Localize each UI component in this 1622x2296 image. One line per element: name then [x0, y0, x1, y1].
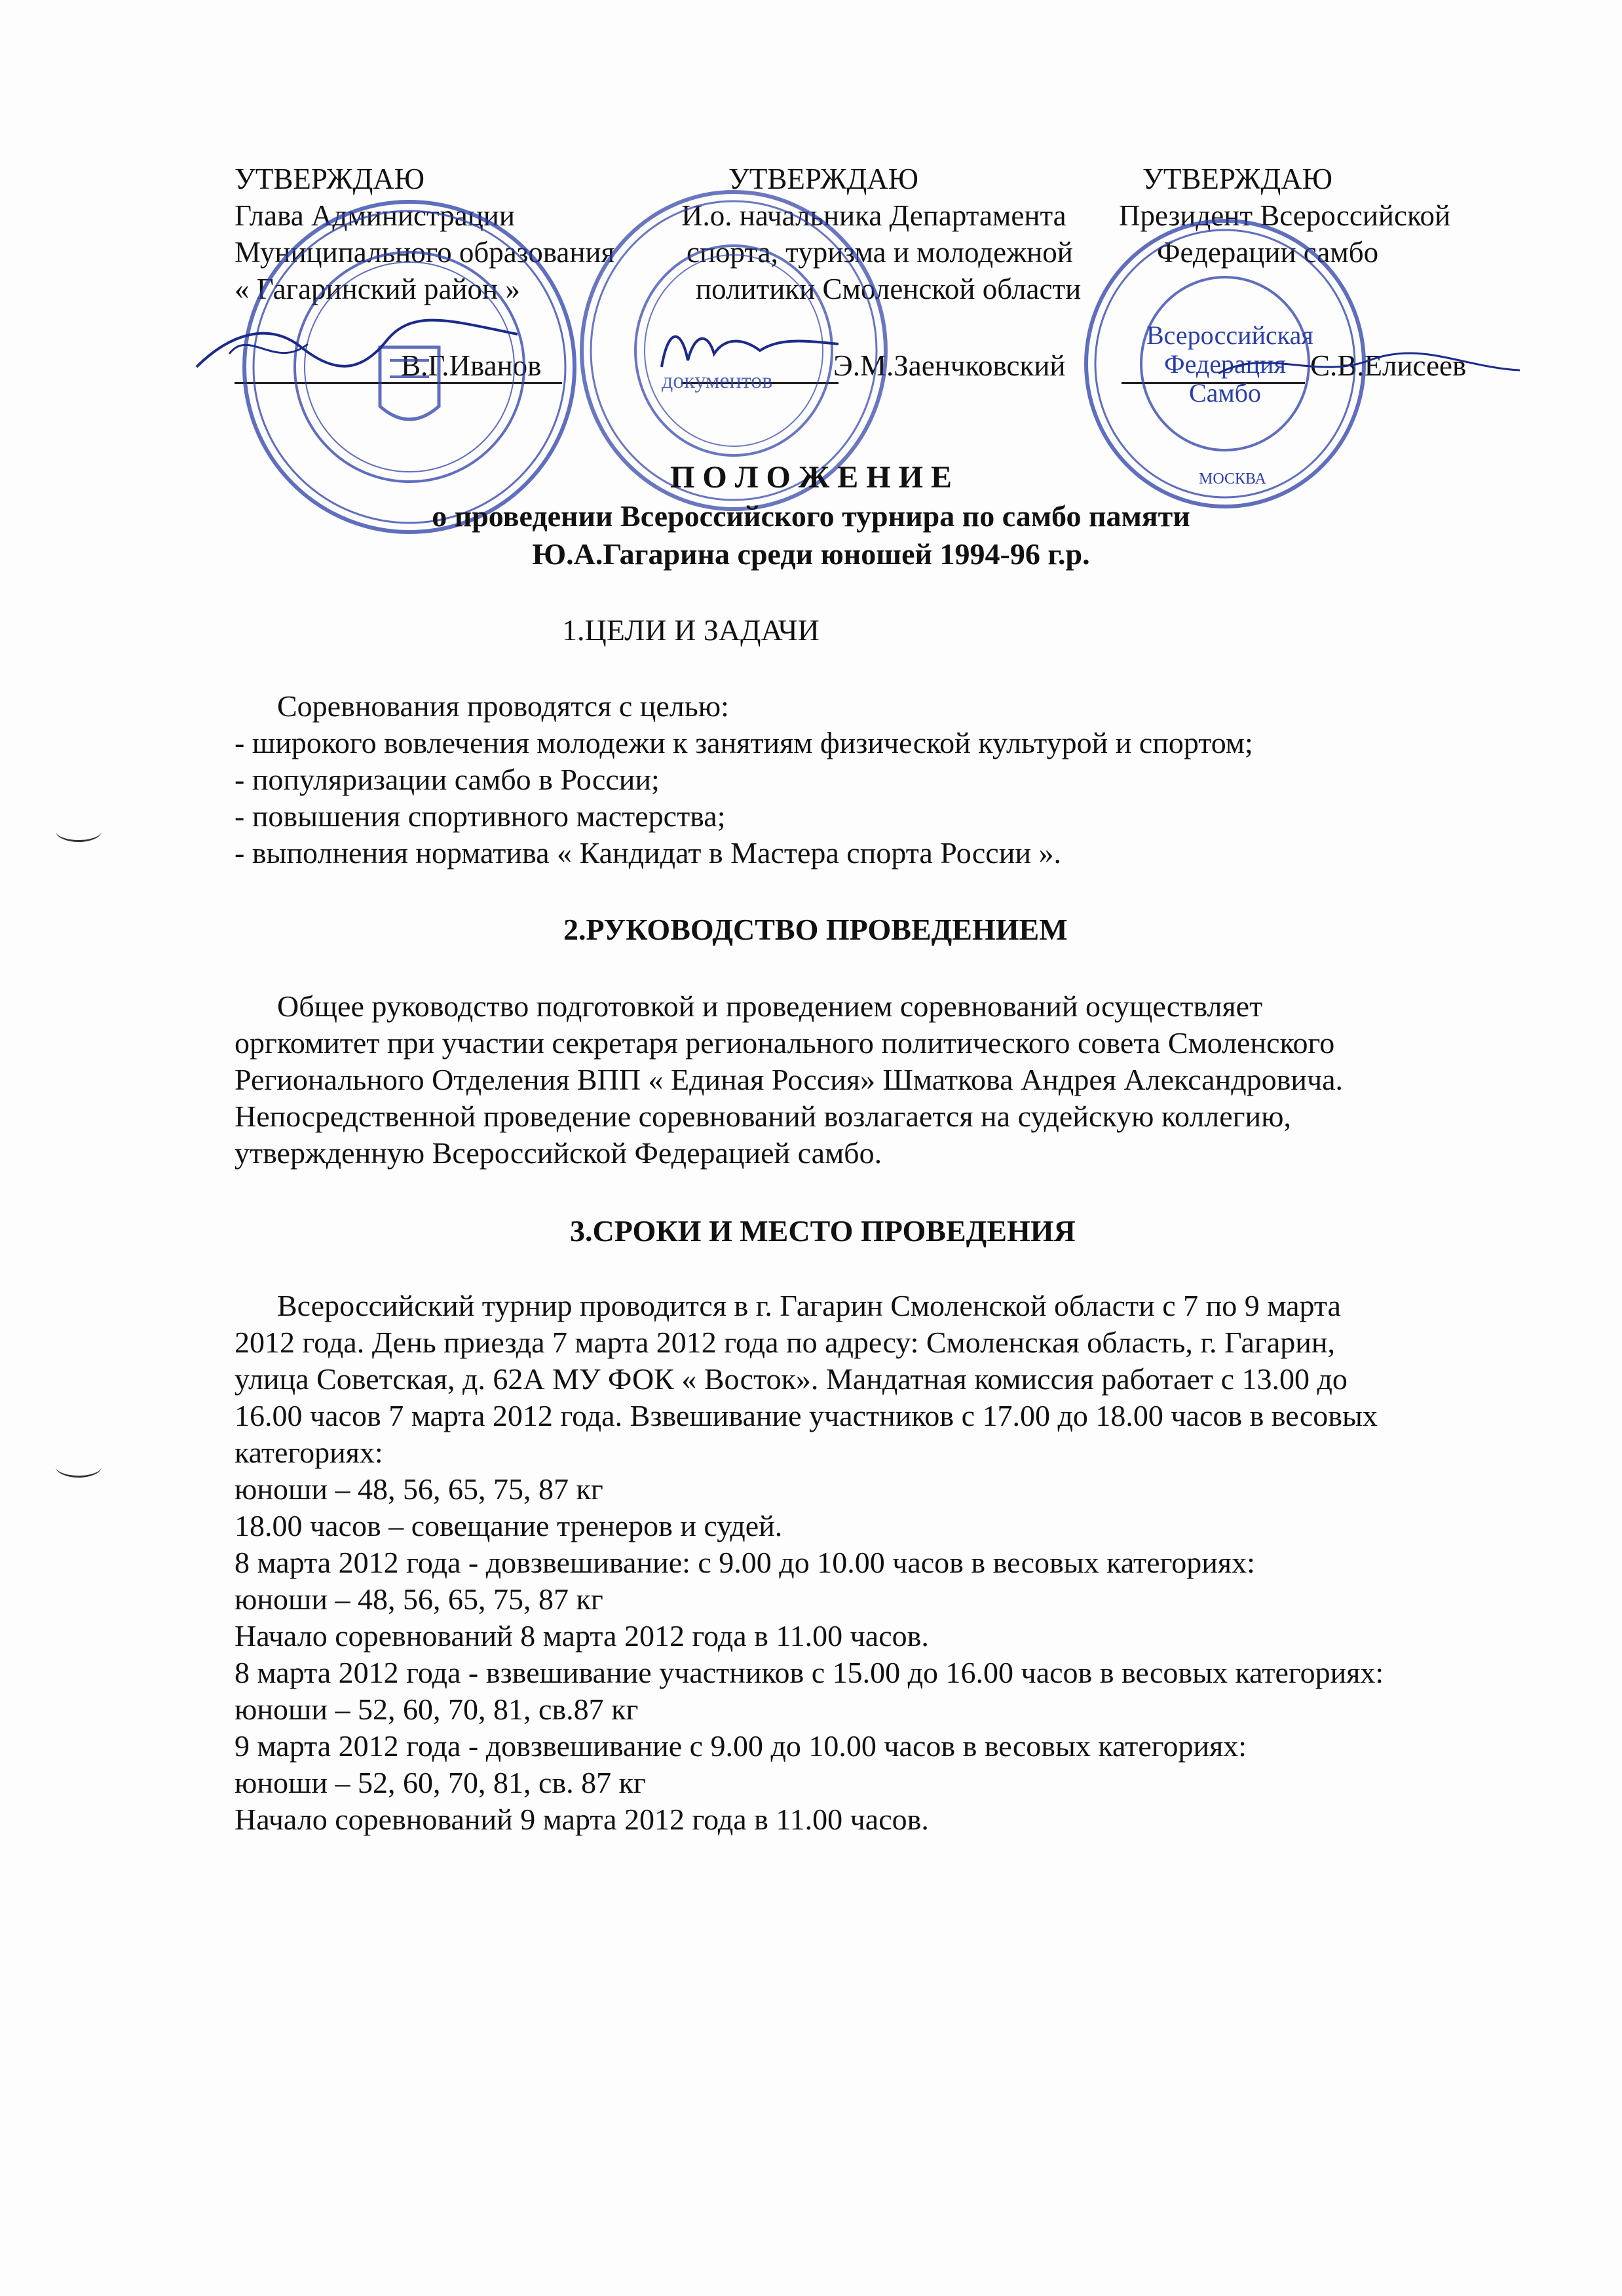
seal-3-city: МОСКВА — [1199, 470, 1266, 488]
section-2-line-5: утвержденную Всероссийской Федерацией самбо. — [235, 1136, 882, 1170]
section-3-heading: 3.СРОКИ И МЕСТО ПРОВЕДЕНИЯ — [570, 1214, 1076, 1248]
section-2-line-4: Непосредственной проведение соревнований возлагается на судейскую коллегию, — [235, 1100, 1292, 1133]
section-3-line-9: юноши – 48, 56, 65, 75, 87 кг — [235, 1582, 603, 1616]
section-1-intro: Соревнования проводятся с целью: — [277, 689, 729, 723]
approval-3-line-1: Президент Всероссийской — [1119, 199, 1451, 232]
section-3-line-2: 2012 года. День приезда 7 марта 2012 года по адресу: Смоленская область, г. Гагарин, — [235, 1326, 1335, 1359]
approval-2-signatory: Э.М.Заенчковский — [833, 349, 1066, 382]
section-1-item-4: - выполнения норматива « Кандидат в Мастера спорта России ». — [235, 836, 1061, 870]
section-2-line-3: Регионального Отделения ВПП « Единая Россия» Шматкова Андрея Александровича. — [235, 1063, 1344, 1096]
section-1-item-3: - повышения спортивного мастерства; — [235, 799, 726, 833]
approval-1-line-3: « Гагаринский район » — [235, 273, 520, 305]
title-line-2: Ю.А.Гагарина среди юношей 1994-96 г.р. — [532, 537, 1090, 571]
section-2-line-2: оргкомитет при участии секретаря регионального политического совета Смоленского — [235, 1026, 1335, 1060]
punch-hole-mark-2 — [56, 1456, 102, 1478]
punch-hole-mark-1 — [56, 820, 102, 842]
section-3-line-6: юноши – 48, 56, 65, 75, 87 кг — [235, 1472, 603, 1506]
approval-1-line-1: Глава Администрации — [235, 199, 515, 232]
section-3-line-7: 18.00 часов – совещание тренеров и судей. — [235, 1509, 783, 1542]
approval-3-heading: УТВЕРЖДАЮ — [1142, 163, 1333, 195]
approval-2-heading: УТВЕРЖДАЮ — [728, 163, 919, 195]
seal-3-line-2: Федерация — [1164, 349, 1286, 379]
section-3-line-12: юноши – 52, 60, 70, 81, св.87 кг — [235, 1693, 639, 1726]
approval-2-line-2: спорта, туризма и молодежной — [687, 236, 1073, 269]
section-2-heading: 2.РУКОВОДСТВО ПРОВЕДЕНИЕМ — [563, 913, 1068, 946]
approval-1-heading: УТВЕРЖДАЮ — [235, 163, 425, 195]
seal-3-line-3: Самбо — [1188, 378, 1262, 408]
seal-3-line-1: Всероссийская — [1146, 320, 1313, 350]
document-title: П О Л О Ж Е Н И Е — [670, 460, 952, 495]
approval-3-line-2: Федерации самбо — [1157, 236, 1379, 269]
approval-1-signatory: В.Г.Иванов — [401, 349, 542, 382]
section-1-item-1: - широкого вовлечения молодежи к занятиям физической культурой и спортом; — [235, 726, 1253, 759]
section-1-item-2: - популяризации самбо в России; — [235, 763, 660, 796]
section-3-line-8: 8 марта 2012 года - довзвешивание: с 9.00 до 10.00 часов в весовых категориях: — [235, 1546, 1255, 1579]
section-3-line-4: 16.00 часов 7 марта 2012 года. Взвешивание участников с 17.00 до 18.00 часов в весовых — [235, 1399, 1378, 1432]
section-3-line-13: 9 марта 2012 года - довзвешивание с 9.00 до 10.00 часов в весовых категориях: — [235, 1729, 1247, 1763]
approval-3-signatory: С.В.Елисеев — [1310, 349, 1467, 382]
section-3-line-11: 8 марта 2012 года - взвешивание участников с 15.00 до 16.00 часов в весовых категориях: — [235, 1656, 1384, 1689]
signature-2-image — [655, 315, 845, 387]
signature-3-image — [1212, 334, 1526, 393]
section-3-line-1: Всероссийский турнир проводится в г. Гагарин Смоленской области с 7 по 9 марта — [277, 1289, 1341, 1322]
section-3-line-5: категориях: — [235, 1436, 383, 1469]
signature-1-image — [190, 308, 531, 387]
section-3-line-15: Начало соревнований 9 марта 2012 года в 11.00 часов. — [235, 1803, 929, 1836]
section-3-line-3: улица Советская, д. 62А МУ ФОК « Восток». Мандатная комиссия работает с 13.00 до — [235, 1362, 1348, 1396]
title-line-1: о проведении Всероссийского турнира по самбо памяти — [432, 499, 1190, 533]
section-3-line-14: юноши – 52, 60, 70, 81, св. 87 кг — [235, 1766, 646, 1799]
section-3-line-10: Начало соревнований 8 марта 2012 года в 11.00 часов. — [235, 1619, 929, 1653]
seal-2-inner-text: документов — [662, 369, 773, 393]
section-2-line-1: Общее руководство подготовкой и проведением соревнований осуществляет — [277, 989, 1263, 1023]
section-1-heading: 1.ЦЕЛИ И ЗАДАЧИ — [562, 613, 820, 647]
approval-1-line-2: Муниципального образования — [235, 236, 615, 269]
approval-2-line-3: политики Смоленской области — [696, 273, 1082, 305]
approval-2-line-1: И.о. начальника Департамента — [681, 199, 1066, 232]
